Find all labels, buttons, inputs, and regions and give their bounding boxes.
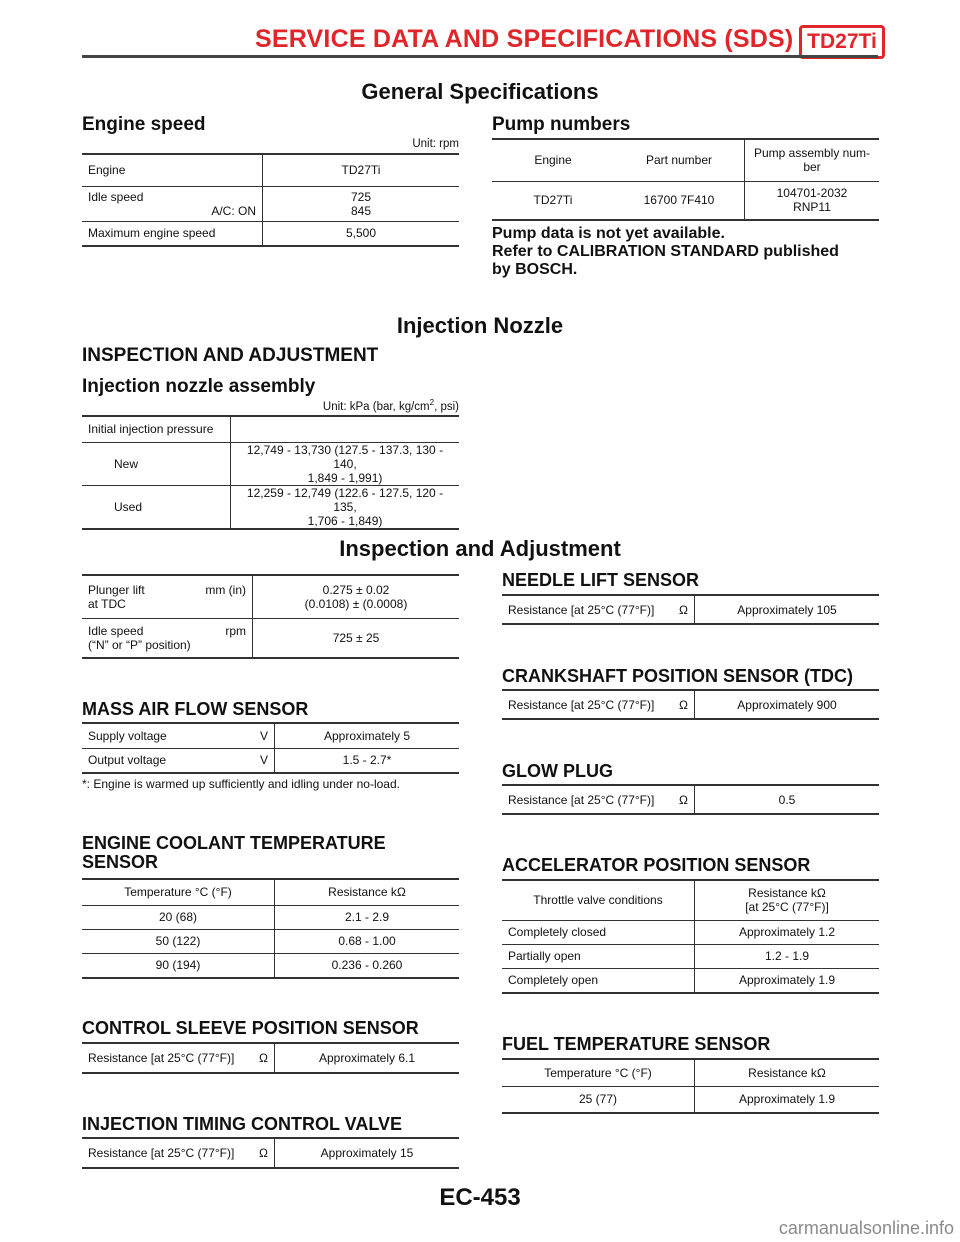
pump-assembly-header-line: ber: [803, 160, 821, 175]
ohm-unit: Ω: [679, 697, 688, 712]
page-header-title: SERVICE DATA AND SPECIFICATIONS (SDS): [255, 25, 794, 53]
idle-speed-label-cell: [82, 186, 263, 221]
plunger-lift-value-in: (0.0108) ± (0.0008): [304, 596, 408, 611]
label-row: [88, 1146, 268, 1160]
maf-sensor-title: MASS AIR FLOW SENSOR: [82, 699, 309, 719]
label-row: [88, 753, 268, 767]
table-row: [82, 723, 459, 748]
table-header-cell: Part number: [614, 139, 745, 181]
csps-title: CONTROL SLEEVE POSITION SENSOR: [82, 1018, 419, 1038]
plunger-lift-value: 0.275 ± 0.02: [322, 582, 390, 597]
resistance-value: Approximately 15: [275, 1138, 460, 1168]
table-header-cell: Engine: [82, 154, 263, 186]
table-header-cell: [695, 880, 880, 920]
table-cell: [502, 595, 695, 624]
table-row: [82, 442, 459, 485]
used-pressure-cell: [231, 485, 460, 529]
table-cell: 16700 7F410: [614, 181, 745, 220]
pump-numbers-table: [492, 138, 879, 221]
idle-speed-unit: rpm: [225, 623, 246, 638]
idle-speed-values-cell: [263, 186, 460, 221]
ohm-unit: Ω: [679, 792, 688, 807]
pump-numbers-title: Pump numbers: [492, 114, 631, 135]
plunger-lift-label-cell: [82, 575, 253, 618]
idle-speed-label: Idle speed: [88, 623, 144, 638]
ohm-unit: Ω: [259, 1051, 268, 1065]
table-row: [492, 139, 879, 181]
engine-speed-table: [82, 153, 459, 247]
table-header-cell: Resistance kΩ: [695, 1059, 880, 1086]
ect-sensor-table: [82, 878, 459, 979]
plunger-lift-value-cell: [253, 575, 460, 618]
table-cell: 90 (194): [82, 953, 275, 978]
table-cell: 0.68 - 1.00: [275, 929, 460, 953]
table-cell: 25 (77): [502, 1086, 695, 1113]
maf-footnote: *: Engine is warmed up sufficiently and idling under no-load.: [82, 777, 400, 791]
unit-text: Unit: kPa (bar, kg/cm: [322, 400, 430, 413]
table-cell: 0.236 - 0.260: [275, 953, 460, 978]
note-line: Refer to CALIBRATION STANDARD published: [492, 243, 839, 260]
table-cell: Completely closed: [502, 920, 695, 944]
pump-data-note: [492, 225, 839, 279]
supply-voltage-value: Approximately 5: [275, 723, 460, 748]
table-cell: [502, 690, 695, 719]
resistance-label: Resistance [at 25°C (77°F)]: [508, 792, 655, 807]
table-cell: 50 (122): [82, 929, 275, 953]
output-voltage-value: 1.5 - 2.7*: [275, 748, 460, 773]
table-row: [502, 1059, 879, 1086]
table-row: [82, 221, 459, 246]
used-pressure-line: 12,259 - 12,749 (122.6 - 127.5, 120 - 135,: [246, 485, 444, 514]
needle-lift-title: NEEDLE LIFT SENSOR: [502, 570, 700, 590]
new-pressure-line: 1,849 - 1,991): [307, 470, 383, 485]
table-header-cell: Engine: [492, 139, 614, 181]
idle-speed-ac-label: A/C: ON: [211, 203, 256, 218]
table-header-cell: Temperature °C (°F): [502, 1059, 695, 1086]
table-row: [502, 1086, 879, 1113]
nozzle-assembly-title: Injection nozzle assembly: [82, 376, 316, 397]
general-specifications-heading: General Specifications: [361, 79, 599, 104]
resistance-label: Resistance [at 25°C (77°F)]: [508, 602, 655, 617]
idle-speed-value: 725: [350, 189, 372, 204]
table-row: [82, 485, 459, 529]
fuel-temp-title: FUEL TEMPERATURE SENSOR: [502, 1034, 771, 1054]
used-label: Used: [82, 485, 231, 529]
table-row: [82, 953, 459, 978]
table-cell: [82, 1138, 275, 1168]
itcv-title: INJECTION TIMING CONTROL VALVE: [82, 1114, 403, 1134]
table-cell: [82, 1043, 275, 1073]
idle-label-row: [88, 624, 246, 638]
output-voltage-unit: V: [259, 753, 268, 768]
initial-pressure-label: Initial injection pressure: [82, 416, 231, 442]
label-row: [508, 793, 688, 807]
used-pressure-line: 1,706 - 1,849): [307, 513, 383, 528]
itcv-table: [82, 1137, 459, 1169]
unit-text: , psi): [434, 400, 459, 413]
table-cell: 2.1 - 2.9: [275, 905, 460, 929]
header-rule: [82, 55, 878, 58]
csps-table: [82, 1042, 459, 1074]
table-row: [82, 929, 459, 953]
resistance-label: Resistance [at 25°C (77°F)]: [88, 1051, 235, 1065]
nozzle-unit: [250, 398, 459, 413]
table-header-cell: Resistance kΩ: [275, 879, 460, 905]
supply-voltage-unit: V: [259, 728, 268, 743]
table-cell: Completely open: [502, 968, 695, 993]
table-header-cell: [745, 139, 880, 181]
engine-speed-title: Engine speed: [82, 114, 206, 135]
table-row: [502, 785, 879, 814]
table-row: [82, 154, 459, 186]
title-line: SENSOR: [82, 852, 159, 872]
label-row: [508, 698, 688, 712]
new-pressure-line: 12,749 - 13,730 (127.5 - 137.3, 130 - 140,: [246, 442, 444, 471]
idle-speed-sublabel: (“N” or “P” position): [88, 637, 191, 652]
table-header-cell: TD27Ti: [263, 154, 460, 186]
new-label: New: [82, 442, 231, 485]
fuel-temp-table: [502, 1058, 879, 1114]
crankshaft-sensor-title: CRANKSHAFT POSITION SENSOR (TDC): [502, 666, 853, 686]
needle-lift-table: [502, 594, 879, 625]
glow-plug-title: GLOW PLUG: [502, 761, 613, 781]
label-row: [508, 603, 688, 617]
table-row: [82, 416, 459, 442]
output-voltage-label: Output voltage: [88, 753, 167, 768]
max-speed-label: Maximum engine speed: [82, 221, 263, 246]
note-line: by BOSCH.: [492, 261, 578, 278]
injection-nozzle-heading: Injection Nozzle: [396, 313, 564, 338]
table-cell: Approximately 1.2: [695, 920, 880, 944]
table-cell: Approximately 1.9: [695, 968, 880, 993]
idle-speed-ac-value: 845: [350, 203, 372, 218]
inspection-adjustment-heading: Inspection and Adjustment: [339, 536, 621, 561]
plunger-lift-sublabel: at TDC: [88, 596, 126, 611]
table-cell: [502, 785, 695, 814]
table-header-cell: Throttle valve conditions: [502, 880, 695, 920]
header-line: [at 25°C (77°F)]: [745, 900, 829, 915]
table-row: [82, 186, 459, 221]
table-row: [502, 595, 879, 624]
table-cell: [82, 748, 275, 773]
header-line: Resistance kΩ: [748, 886, 826, 901]
resistance-value: 0.5: [695, 785, 880, 814]
table-row: [492, 181, 879, 220]
idle-speed-label: Idle speed: [88, 189, 144, 204]
table-row: [82, 575, 459, 618]
watermark: carmanualsonline.info: [778, 1218, 954, 1238]
max-speed-value: 5,500: [263, 221, 460, 246]
table-row: [502, 968, 879, 993]
crankshaft-sensor-table: [502, 689, 879, 720]
table-row: [502, 920, 879, 944]
idle-speed-label-cell: [82, 618, 253, 658]
idle-speed-value: 725 ± 25: [253, 618, 460, 658]
table-row: [502, 690, 879, 719]
table-cell: [231, 416, 460, 442]
resistance-value: Approximately 6.1: [275, 1043, 460, 1073]
engine-speed-unit: Unit: rpm: [412, 138, 459, 150]
resistance-value: Approximately 900: [695, 690, 880, 719]
new-pressure-cell: [231, 442, 460, 485]
pump-assembly-header-line: Pump assembly num-: [753, 146, 871, 161]
resistance-label: Resistance [at 25°C (77°F)]: [508, 697, 655, 712]
pump-assembly-number: 104701-2032: [776, 186, 848, 201]
plunger-idle-table: [82, 574, 459, 659]
label-row: [88, 729, 268, 743]
plunger-lift-label-row: [88, 583, 246, 597]
resistance-value: Approximately 105: [695, 595, 880, 624]
unit-superscript: 2: [429, 398, 435, 407]
glow-plug-table: [502, 784, 879, 815]
aps-title: ACCELERATOR POSITION SENSOR: [502, 855, 811, 875]
ect-sensor-title: [82, 834, 386, 872]
pump-assembly-code: RNP11: [793, 200, 831, 215]
label-row: [88, 1051, 268, 1065]
table-row: [502, 944, 879, 968]
table-row: [82, 1043, 459, 1073]
aps-table: [502, 879, 879, 994]
table-row: [82, 618, 459, 658]
table-cell: 20 (68): [82, 905, 275, 929]
table-row: [82, 748, 459, 773]
table-cell: Approximately 1.9: [695, 1086, 880, 1113]
plunger-lift-unit: mm (in): [205, 582, 246, 597]
page-number: EC-453: [439, 1184, 521, 1211]
table-cell: 1.2 - 1.9: [695, 944, 880, 968]
title-line: ENGINE COOLANT TEMPERATURE: [82, 833, 386, 853]
table-row: [82, 905, 459, 929]
table-cell: TD27Ti: [492, 181, 614, 220]
table-row: [82, 1138, 459, 1168]
nozzle-pressure-table: [82, 415, 459, 530]
note-line: Pump data is not yet available.: [492, 225, 725, 242]
ohm-unit: Ω: [259, 1146, 268, 1160]
supply-voltage-label: Supply voltage: [88, 728, 167, 743]
engine-badge: TD27Ti: [799, 25, 885, 59]
table-header-cell: Temperature °C (°F): [82, 879, 275, 905]
table-cell: [745, 181, 880, 220]
plunger-lift-label: Plunger lift: [88, 582, 145, 597]
table-cell: Partially open: [502, 944, 695, 968]
resistance-label: Resistance [at 25°C (77°F)]: [88, 1146, 235, 1160]
table-row: [82, 879, 459, 905]
inspection-adjustment-subheading: INSPECTION AND ADJUSTMENT: [82, 345, 379, 366]
table-cell: [82, 723, 275, 748]
ohm-unit: Ω: [679, 602, 688, 617]
maf-sensor-table: [82, 722, 459, 774]
table-row: [502, 880, 879, 920]
